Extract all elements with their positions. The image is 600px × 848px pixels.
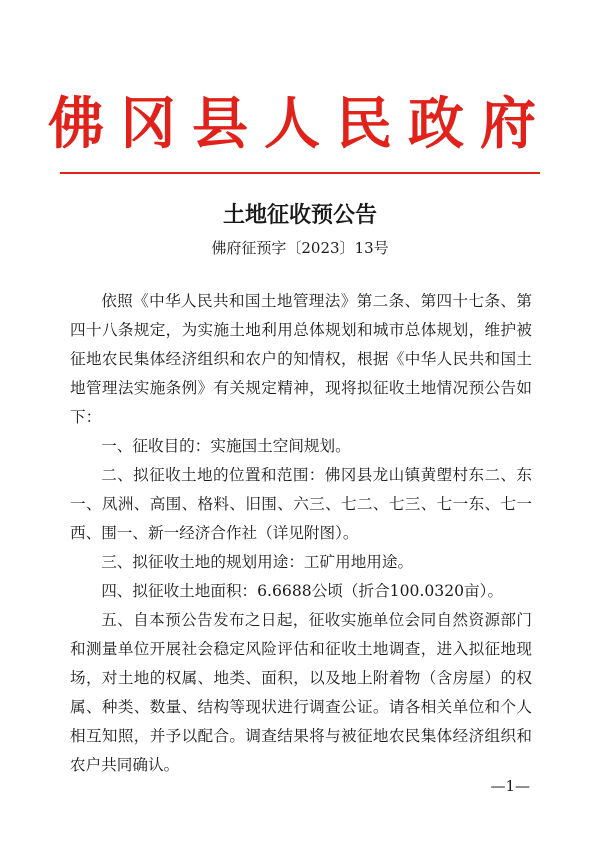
document-number: 佛府征预字〔2023〕13号 — [211, 239, 389, 257]
document-title: 土地征收预公告 — [222, 202, 377, 228]
item-land-area: 四、拟征收土地面积：6.6688公顷（折合100.0320亩）。 — [101, 582, 504, 600]
item-survey-notice: 五、自本预公告发布之日起，征收实施单位会同自然资源部门和测量单位开展社会稳定风险评估和征收土地调查，进入拟征地现场，对土地的权属、地类、面积，以及地上附着物（含房屋）的权属、种类、数量、结构等现状进行调查公证。请各相关单位和个人相互知照，并予以配合。调查结果将与被征地农民集体经济组织和农户共同确认。 — [70, 611, 532, 774]
item-purpose: 一、征收目的：实施国土空间规划。 — [101, 437, 351, 455]
announcement-body — [70, 287, 532, 780]
issuing-authority-header: 佛冈县人民政府 — [48, 91, 552, 157]
intro-paragraph: 依照《中华人民共和国土地管理法》第二条、第四十七条、第四十八条规定，为实施土地利用总体规划和城市总体规划，维护被征地农民集体经济组织和农户的知情权，根据《中华人民共和国土地管理法实施条例》有关规定精神，现将拟征收土地情况预公告如下： — [70, 292, 532, 426]
red-header-rule — [60, 172, 540, 174]
item-location-scope: 二、拟征收土地的位置和范围：佛冈县龙山镇黄塱村东二、东一、凤洲、高围、格料、旧围、六三、七二、七三、七一东、七一西、围一、新一经济合作社（详见附图）。 — [70, 466, 532, 542]
item-planned-use: 三、拟征收土地的规划用途：工矿用地用途。 — [101, 553, 414, 571]
page-number: —1— — [490, 777, 530, 795]
